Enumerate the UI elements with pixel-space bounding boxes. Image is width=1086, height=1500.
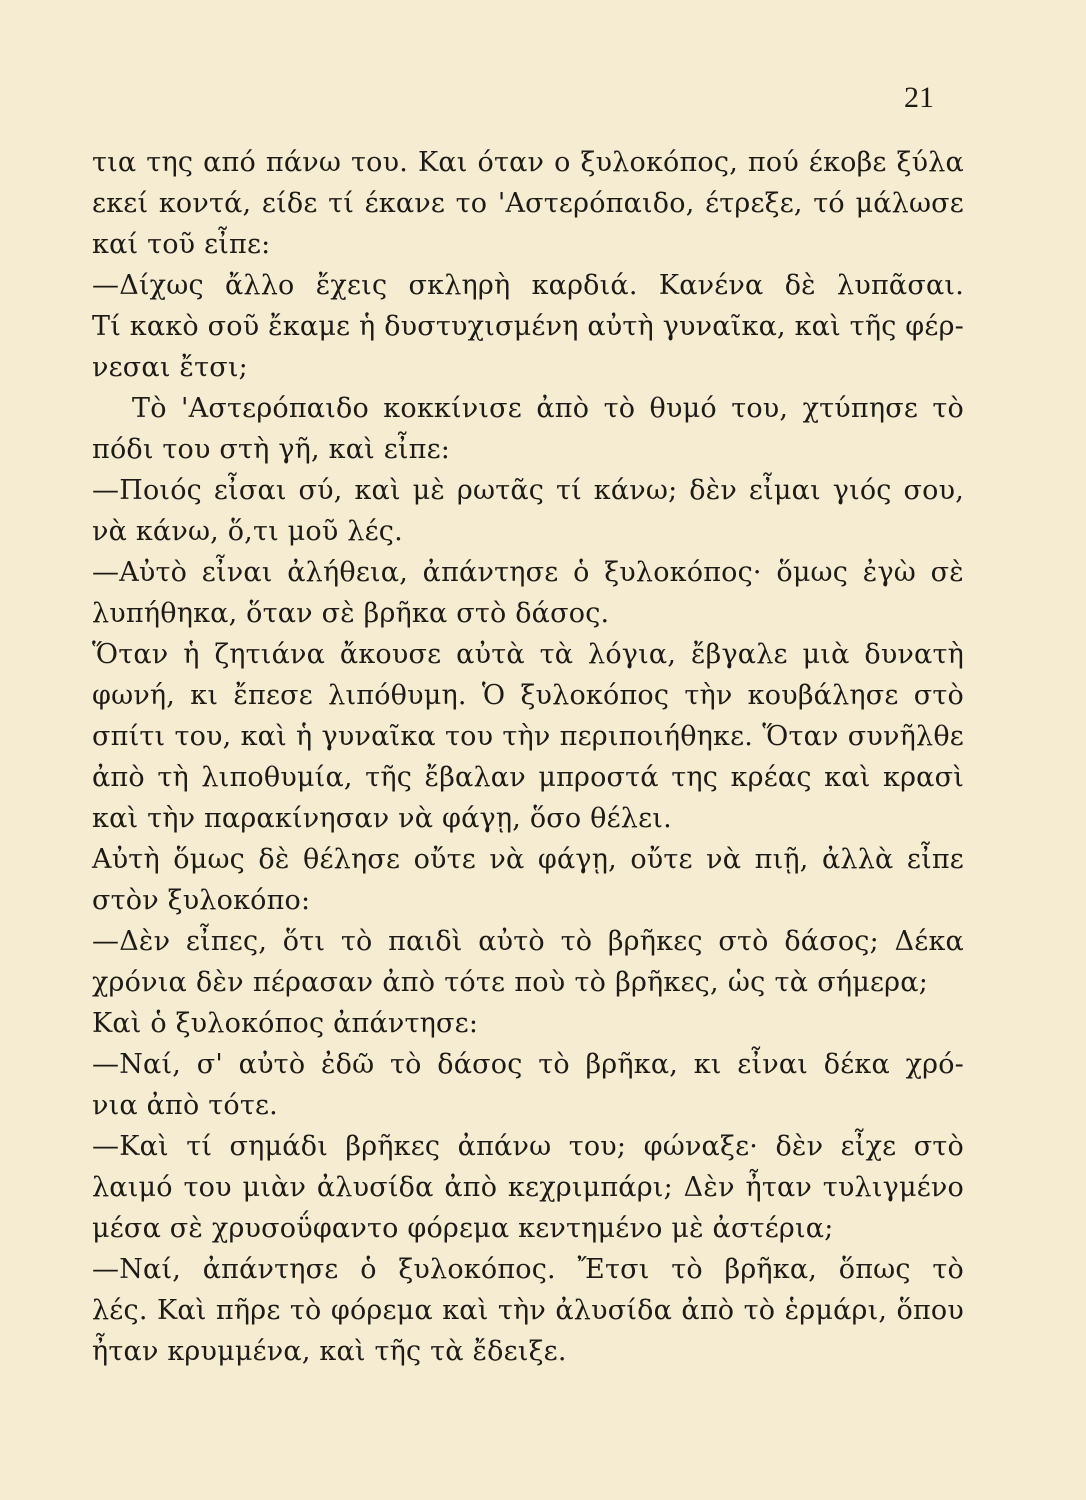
text-line: εκεί κοντά, είδε τί έκανε το 'Αστερόπαιδο, έτρεξε, τό μάλωσε	[92, 188, 964, 219]
text-line: —Ναί, σ' αὐτὸ ἐδῶ τὸ δάσος τὸ βρῆκα, κι εἶναι δέκα χρό-	[92, 1049, 964, 1080]
text-line: —Ναί, ἀπάντησε ὁ ξυλοκόπος. Ἔτσι τὸ βρῆκα, ὅπως τὸ	[92, 1254, 964, 1285]
text-line: πόδι του στὴ γῆ, καὶ εἶπε:	[92, 434, 451, 465]
text-line: νια ἀπὸ τότε.	[92, 1090, 278, 1121]
text-line: φωνή, κι ἔπεσε λιπόθυμη. Ὁ ξυλοκόπος τὴν κουβάλησε στὸ	[92, 680, 964, 711]
text-line: καὶ τὴν παρακίνησαν νὰ φάγῃ, ὅσο θέλει.	[92, 803, 672, 834]
text-line: —Αὐτὸ εἶναι ἀλήθεια, ἀπάντησε ὁ ξυλοκόπος· ὅμως ἐγὼ σὲ	[92, 557, 964, 588]
text-line: ἀπὸ τὴ λιποθυμία, τῆς ἔβαλαν μπροστά της κρέας καὶ κρασὶ	[92, 762, 964, 793]
text-line: λές. Καὶ πῆρε τὸ φόρεμα καὶ τὴν ἀλυσίδα ἀπὸ τὸ ἑρμάρι, ὅπου	[92, 1295, 964, 1326]
text-line: —Δὲν εἶπες, ὅτι τὸ παιδὶ αὐτὸ τὸ βρῆκες στὸ δάσος; Δέκα	[92, 926, 964, 957]
text-line: καί τοῦ εἶπε:	[92, 229, 271, 260]
text-line: —Δίχως ἄλλο ἔχεις σκληρὴ καρδιά. Κανένα δὲ λυπᾶσαι.	[92, 270, 964, 301]
text-line: μέσα σὲ χρυσοΰφαντο φόρεμα κεντημένο μὲ ἀστέρια;	[92, 1213, 834, 1244]
text-line: λυπήθηκα, ὅταν σὲ βρῆκα στὸ δάσος.	[92, 598, 610, 629]
text-line: τια της από πάνω του. Και όταν ο ξυλοκόπος, πού έκοβε ξύλα	[92, 147, 964, 178]
text-line: χρόνια δὲν πέρασαν ἀπὸ τότε ποὺ τὸ βρῆκες, ὡς τὰ σήμερα;	[92, 967, 928, 998]
text-line: στὸν ξυλοκόπο:	[92, 885, 311, 916]
text-line: —Ποιός εἶσαι σύ, καὶ μὲ ρωτᾶς τί κάνω; δὲν εἶμαι γιός σου,	[92, 475, 964, 506]
text-line: —Καὶ τί σημάδι βρῆκες ἀπάνω του; φώναξε· δὲν εἶχε στὸ	[92, 1131, 964, 1162]
text-line: ἦταν κρυμμένα, καὶ τῆς τὰ ἔδειξε.	[92, 1336, 567, 1367]
text-line: Τὸ 'Αστερόπαιδο κοκκίνισε ἀπὸ τὸ θυμό του, χτύπησε τὸ	[132, 393, 964, 424]
text-line: Ὅταν ἡ ζητιάνα ἄκουσε αὐτὰ τὰ λόγια, ἔβγαλε μιὰ δυνατὴ	[92, 639, 964, 670]
text-line: λαιμό του μιὰν ἀλυσίδα ἀπὸ κεχριμπάρι; Δὲν ἦταν τυλιγμένο	[92, 1172, 964, 1203]
text-line: νὰ κάνω, ὅ,τι μοῦ λές.	[92, 516, 403, 547]
text-line: Τί κακὸ σοῦ ἔκαμε ἡ δυστυχισμένη αὐτὴ γυναῖκα, καὶ τῆς φέρ-	[92, 311, 964, 342]
text-line: Αὐτὴ ὅμως δὲ θέλησε οὔτε νὰ φάγῃ, οὔτε νὰ πιῇ, ἀλλὰ εἶπε	[92, 844, 964, 875]
text-line: νεσαι ἔτσι;	[92, 352, 248, 383]
text-line: σπίτι του, καὶ ἡ γυναῖκα του τὴν περιποιήθηκε. Ὅταν συνῆλθε	[92, 721, 964, 752]
text-line: Καὶ ὁ ξυλοκόπος ἀπάντησε:	[92, 1008, 479, 1039]
page-number: 21	[904, 81, 934, 114]
